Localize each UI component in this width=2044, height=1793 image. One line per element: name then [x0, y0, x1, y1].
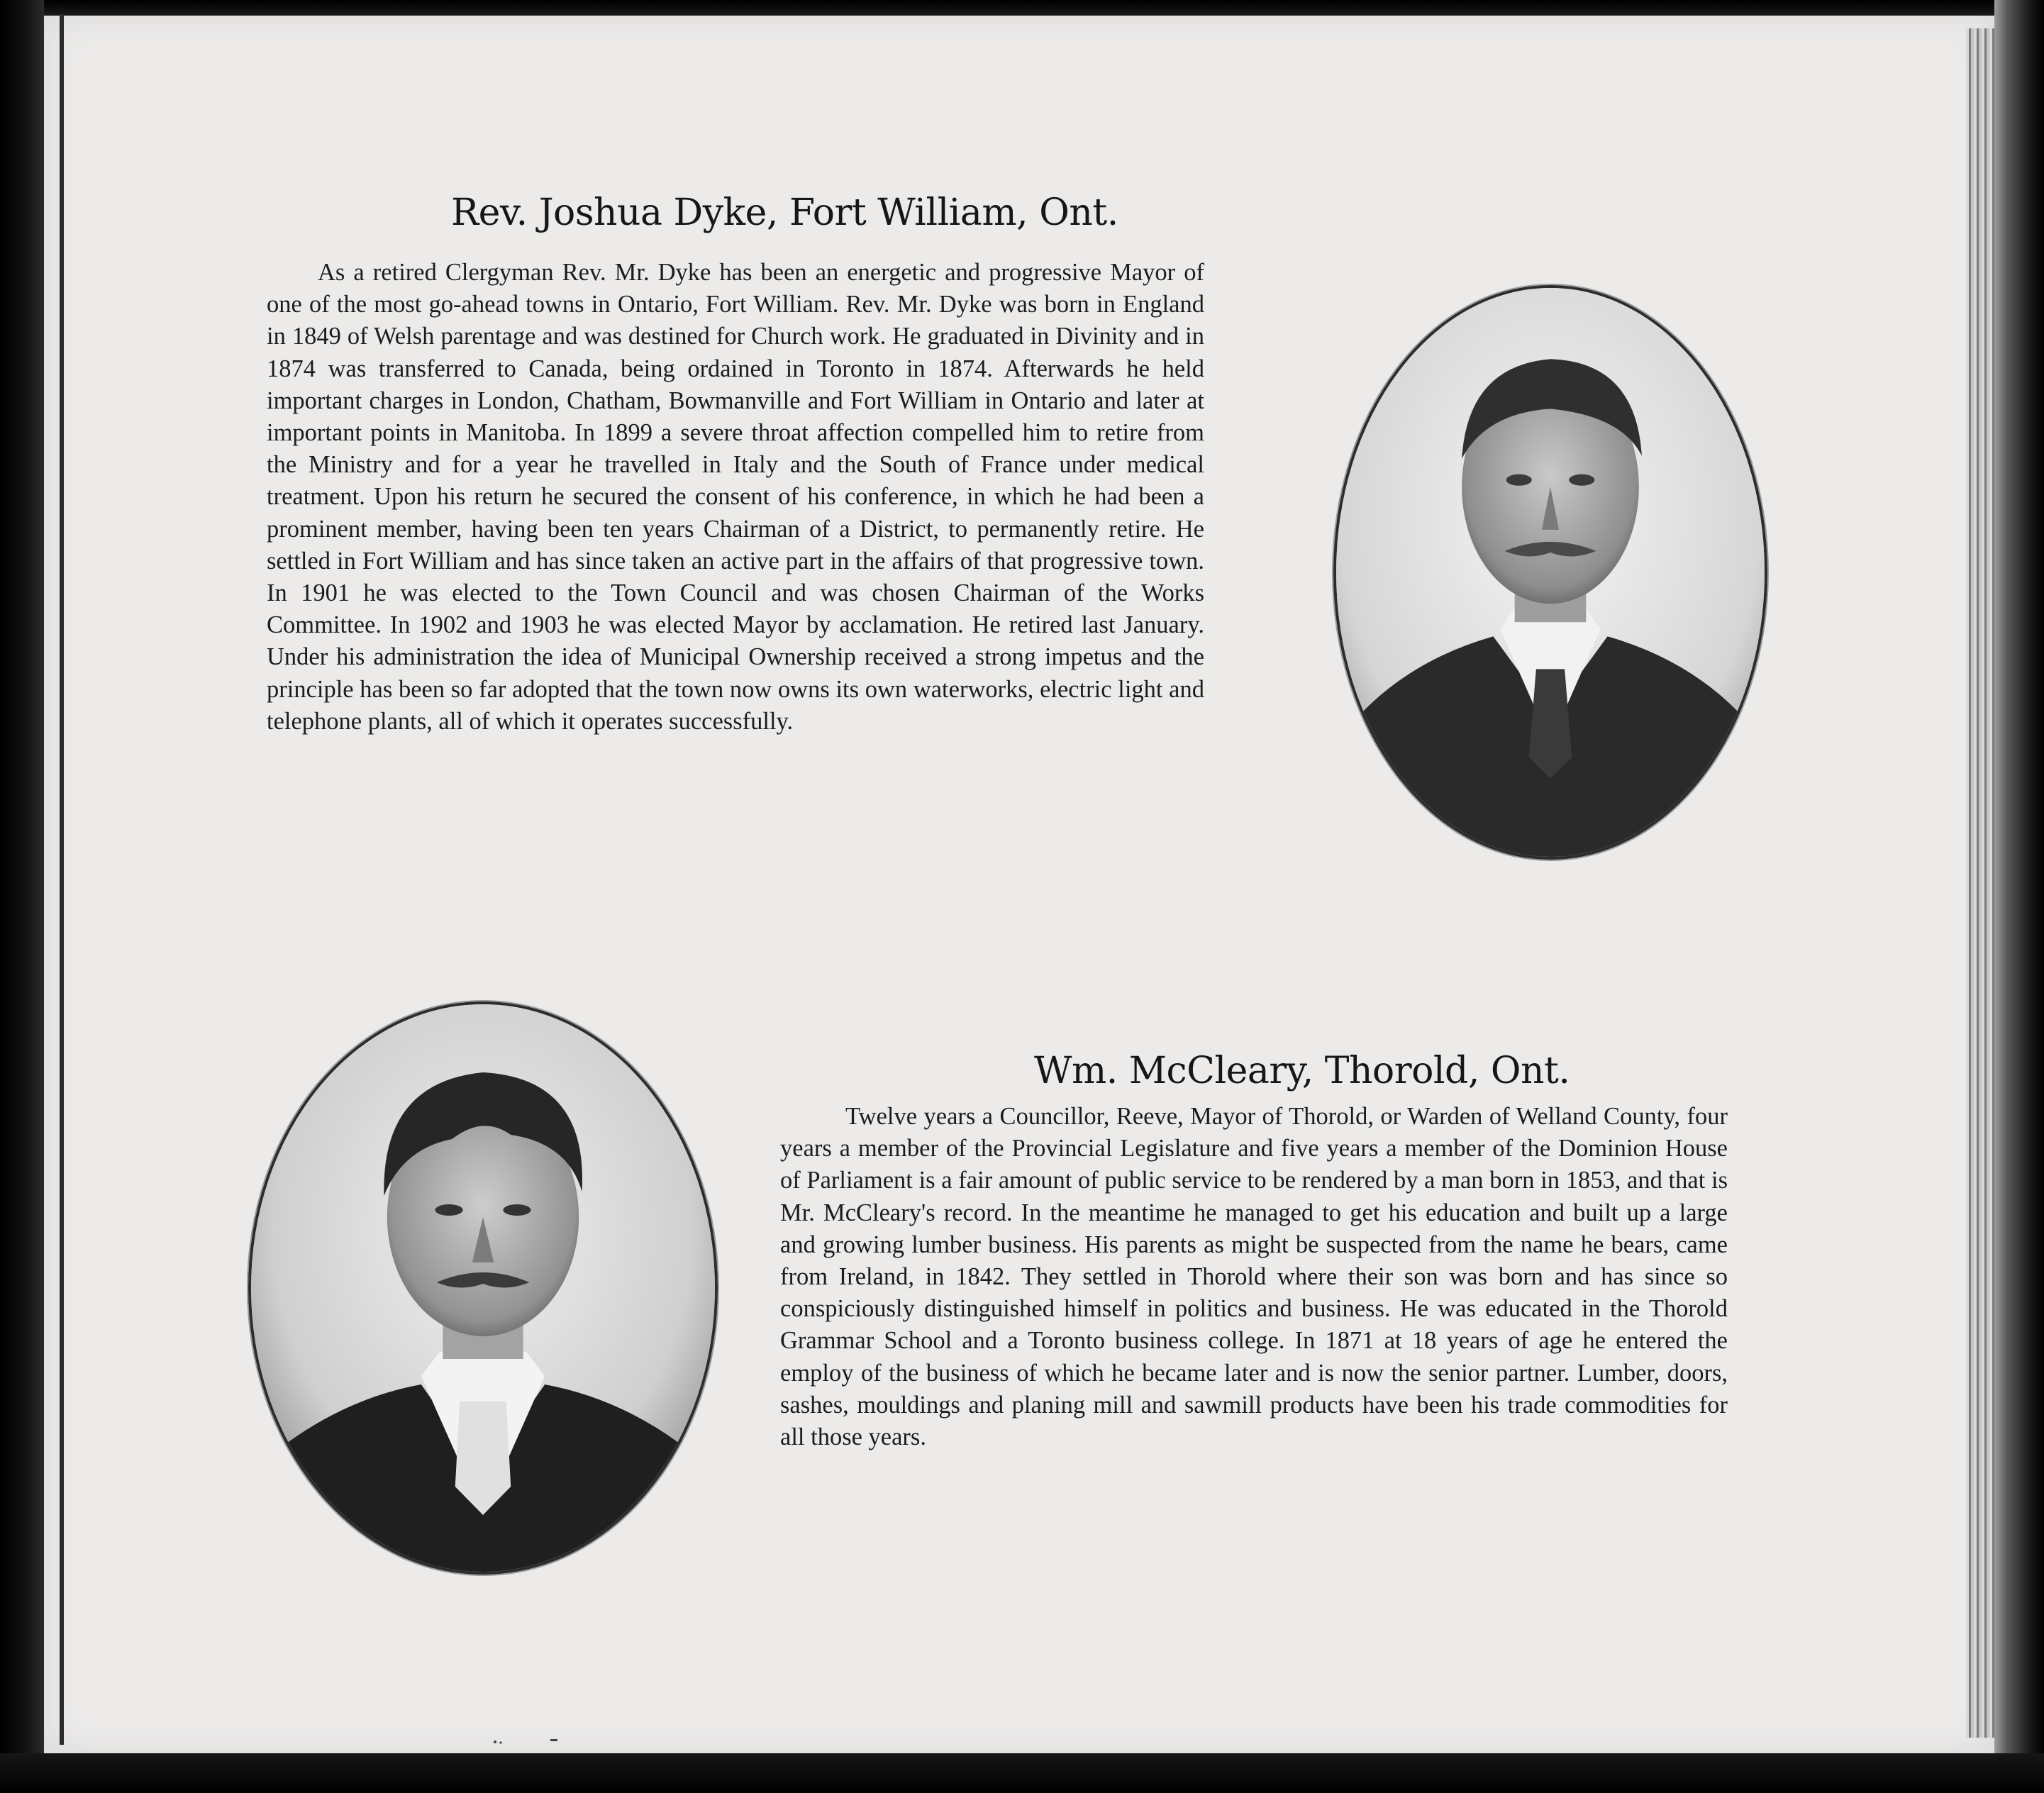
entry-body-mccleary: Twelve years a Councillor, Reeve, Mayor of Thorold, or Warden of Welland County, four years a member of the Provincial Legislature and five years a member of the Dominion House of Parliament is a fair amount of public service to be rendered by a man born in 1853, and that is Mr. McCleary's record. In the meantime he managed to get his education and built up a large and growing lumber business. His parents as might be suspected from the name he bears, came from Ireland, in 1842. They settled in Thorold where their son was born and has since so conspiciously distinguished himself in politics and business. He was educated in the Thorold Grammar School and a Toronto business college. In 1871 at 18 years of age he entered the employ of the business of which he became later and is now the senior partner. Lumber, doors, sashes, mouldings and planing mill and sawmill products have been his trade commodities for all those years. [780, 1103, 1728, 1451]
binding-shadow-line [60, 14, 64, 1745]
entry-body-dyke: As a retired Clergyman Rev. Mr. Dyke has been an energetic and progressive Mayor of one of the most go-ahead towns in Ontario, Fort William. Rev. Mr. Dyke was born in England in 1849 of Welsh parentage and was destined for Church work. He graduated in Divinity and in 1874 was transferred to Canada, being ordained in Toronto in 1874. Afterwards he held important charges in London, Chatham, Bowmanville and Fort William in Ontario and later at important points in Manitoba. In 1899 a severe throat affection compelled him to retire from the Ministry and for a year he travelled in Italy and the South of France under medical treatment. Upon his return he secured the consent of his conference, in which he had been a prominent member, having been ten years Chairman of a District, to permanently retire. He settled in Fort William and has since taken an active part in the affairs of that progressive town. In 1901 he was elected to the Town Council and was chosen Chairman of the Works Committee. In 1902 and 1903 he was elected Mayor by acclamation. He retired last January. Under his administration the idea of Municipal Ownership received a strong impetus and the principle has been so far adopted that the town now owns its own waterworks, electric light and telephone plants, all of which it operates successfully. [267, 259, 1204, 735]
portrait-photo-dyke [1333, 285, 1767, 860]
entry-title-mccleary: Wm. McCleary, Thorold, Ont. [1034, 1050, 1570, 1092]
page-edge-top [0, 0, 2044, 16]
page-stack-edge [1966, 28, 1994, 1738]
page-binding-edge [0, 0, 44, 1793]
portrait-photo-mccleary [248, 1001, 718, 1575]
page-edge-bottom [0, 1753, 2044, 1793]
page-edge-right [1994, 0, 2044, 1793]
print-specks [489, 1736, 560, 1746]
entry-title-dyke: Rev. Joshua Dyke, Fort William, Ont. [451, 191, 1118, 234]
